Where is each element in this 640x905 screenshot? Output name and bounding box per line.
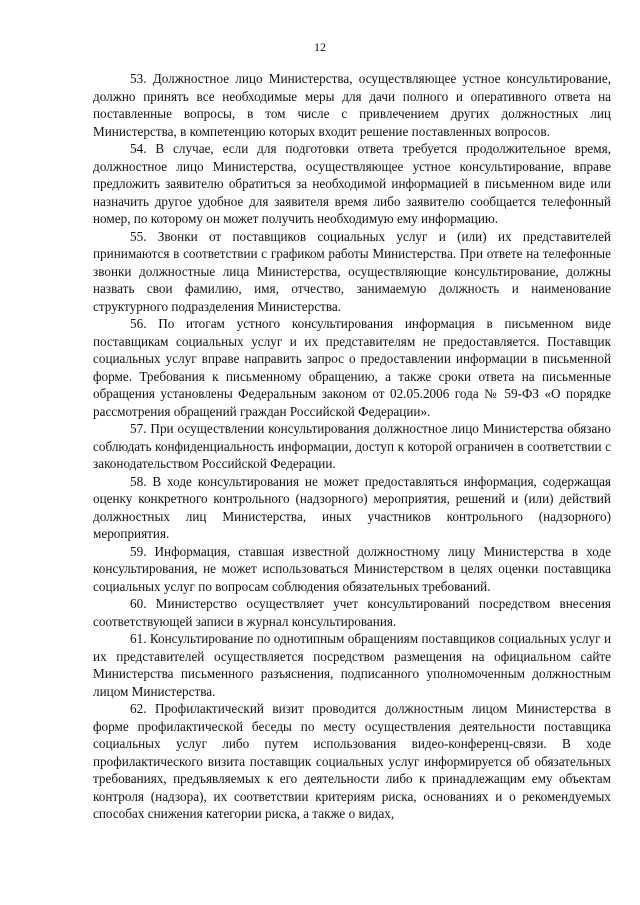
paragraph-56: 56. По итогам устного консультирования информация в письменном виде поставщикам социальных услуг и их представителям не предоставляется. Поставщик социальных услуг вправе направить запрос о предоставлении информации в письменной форме. Требования к письменному обращению, а также сроки ответа на письменные обращения установлены Федеральным законом от 02.05.2006 года № 59-ФЗ «О порядке рассмотрения обращений граждан Российской Федерации».: [93, 316, 611, 419]
paragraph-62: 62. Профилактический визит проводится должностным лицом Министерства в форме профилактической беседы по месту осуществления деятельности поставщика социальных услуг либо путем использования видео-конференц-связи. В ходе профилактического визита поставщик социальных услуг информируется об обязательных требованиях, предъявляемых к его деятельности либо к принадлежащим ему объектам контроля (надзора), их соответствии критериям риска, основаниях и о рекомендуемых способах снижения категории риска, а также о видах,: [93, 701, 611, 821]
paragraph-55: 55. Звонки от поставщиков социальных услуг и (или) их представителей принимаются в соответствии с графиком работы Министерства. При ответе на телефонные звонки должностные лица Министерства, осуществляющие консультирование, должны назвать свои фамилию, имя, отчество, занимаемую должность и наименование структурного подразделения Министерства.: [93, 228, 611, 314]
paragraph-60: 60. Министерство осуществляет учет консультирований посредством внесения соответствующей записи в журнал консультирования.: [93, 596, 611, 629]
paragraph-59: 59. Информация, ставшая известной должностному лицу Министерства в ходе консультирования, не может использоваться Министерством в целях оценки поставщика социальных услуг по вопросам соблюдения обязательных требований.: [93, 543, 611, 594]
paragraph-54: 54. В случае, если для подготовки ответа требуется продолжительное время, должностное лицо Министерства, осуществляющее устное консультирование, вправе предложить заявителю обратиться за необходимой информацией в письменном виде или назначить другое удобное для заявителя время либо заявителю сообщается телефонный номер, по которому он может получить необходимую ему информацию.: [93, 141, 611, 226]
paragraph-61: 61. Консультирование по однотипным обращениям поставщиков социальных услуг и их представителей осуществляется посредством размещения на официальном сайте Министерства письменного разъяснения, подписанного уполномоченным должностным лицом Министерства.: [93, 631, 611, 699]
paragraph-58: 58. В ходе консультирования не может предоставляться информация, содержащая оценку конкретного контрольного (надзорного) мероприятия, решений и (или) действий должностных лиц Министерства, иных участников контрольного (надзорного) мероприятия.: [93, 473, 611, 541]
paragraph-53: 53. Должностное лицо Министерства, осуществляющее устное консультирование, должно принять все необходимые меры для дачи полного и оперативного ответа на поставленные вопросы, в том числе с привлечением других должностных лиц Министерства, в компетенцию которых входит решение поставленных вопросов.: [93, 71, 611, 139]
document-body: [93, 70, 611, 823]
paragraph-57: 57. При осуществлении консультирования должностное лицо Министерства обязано соблюдать конфиденциальность информации, доступ к которой ограничен в соответствии с законодательством Российской Федерации.: [93, 421, 611, 471]
page-number: 12: [314, 40, 326, 54]
